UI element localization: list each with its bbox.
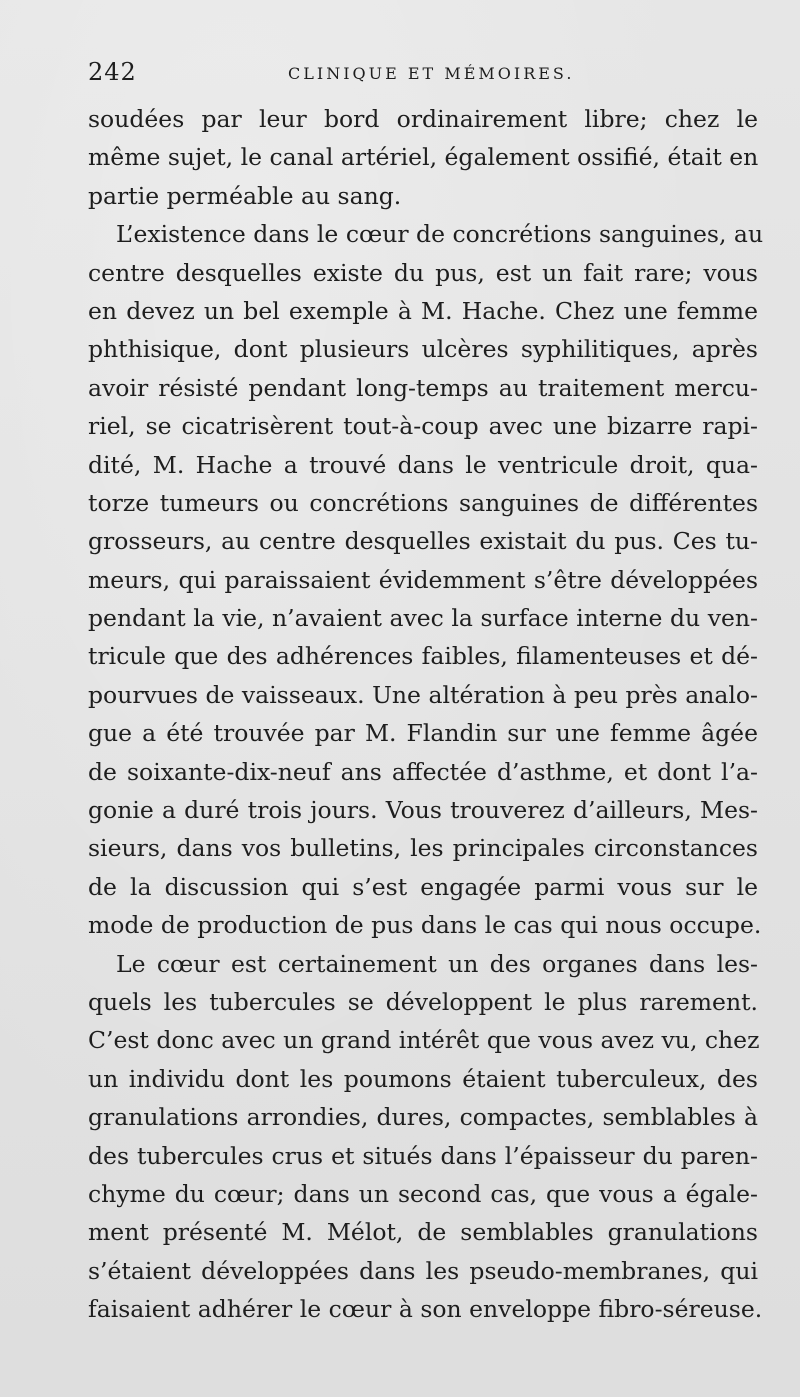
text-line: gonie a duré trois jours. Vous trouverez d’ailleurs, Mes- (88, 796, 758, 825)
body-text (88, 100, 764, 1329)
text-line: ment présenté M. Mélot, de semblables granulations (88, 1218, 758, 1247)
text-line: L’existence dans le cœur de concrétions sanguines, au (116, 220, 764, 249)
text-line: dité, M. Hache a trouvé dans le ventricule droit, qua- (88, 450, 758, 479)
text-line: partie perméable au sang. (88, 181, 402, 210)
text-line: quels les tubercules se développent le plus rarement. (88, 987, 758, 1016)
text-line: Le cœur est certainement un des organes dans les- (116, 949, 758, 978)
text-line: avoir résisté pendant long-temps au traitement mercu- (88, 373, 758, 402)
text-line: pourvues de vaisseaux. Une altération à peu près analo- (88, 680, 758, 709)
text-line: meurs, qui paraissaient évidemment s’être développées (88, 565, 758, 594)
text-line: pendant la vie, n’avaient avec la surface interne du ven- (88, 604, 758, 633)
text-line: s’étaient développées dans les pseudo-membranes, qui (88, 1256, 758, 1285)
text-line: granulations arrondies, dures, compactes, semblables à (88, 1103, 758, 1132)
text-line: même sujet, le canal artériel, également ossifié, était en (88, 143, 759, 172)
text-line: en devez un bel exemple à M. Hache. Chez une femme (88, 296, 758, 325)
running-title: CLINIQUE ET MÉMOIRES. (288, 64, 575, 83)
text-line: un individu dont les poumons étaient tuberculeux, des (88, 1064, 758, 1093)
text-line: mode de production de pus dans le cas qui nous occupe. (88, 911, 762, 940)
text-line: soudées par leur bord ordinairement libre; chez le (88, 105, 758, 133)
text-line: riel, se cicatrisèrent tout-à-coup avec une bizarre rapi- (88, 412, 758, 441)
text-line: des tubercules crus et situés dans l’épaisseur du paren- (88, 1141, 758, 1170)
text-line: grosseurs, au centre desquelles existait du pus. Ces tu- (88, 527, 758, 556)
text-line: chyme du cœur; dans un second cas, que vous a égale- (88, 1179, 758, 1208)
text-line: faisaient adhérer le cœur à son enveloppe fibro-séreuse. (88, 1295, 763, 1324)
text-line: phthisique, dont plusieurs ulcères syphilitiques, après (88, 335, 758, 364)
text-line: tricule que des adhérences faibles, filamenteuses et dé- (88, 642, 758, 671)
text-line: sieurs, dans vos bulletins, les principales circonstances (88, 834, 758, 863)
page-number: 242 (88, 58, 137, 86)
text-line: de soixante-dix-neuf ans affectée d’asthme, et dont l’a- (88, 757, 758, 786)
text-line: C’est donc avec un grand intérêt que vous avez vu, chez (88, 1026, 760, 1055)
text-line: gue a été trouvée par M. Flandin sur une femme âgée (88, 719, 758, 748)
text-line: centre desquelles existe du pus, est un fait rare; vous (88, 258, 758, 287)
text-line: torze tumeurs ou concrétions sanguines de différentes (88, 488, 758, 517)
text-line: de la discussion qui s’est engagée parmi vous sur le (88, 872, 758, 901)
page-header (88, 58, 748, 90)
